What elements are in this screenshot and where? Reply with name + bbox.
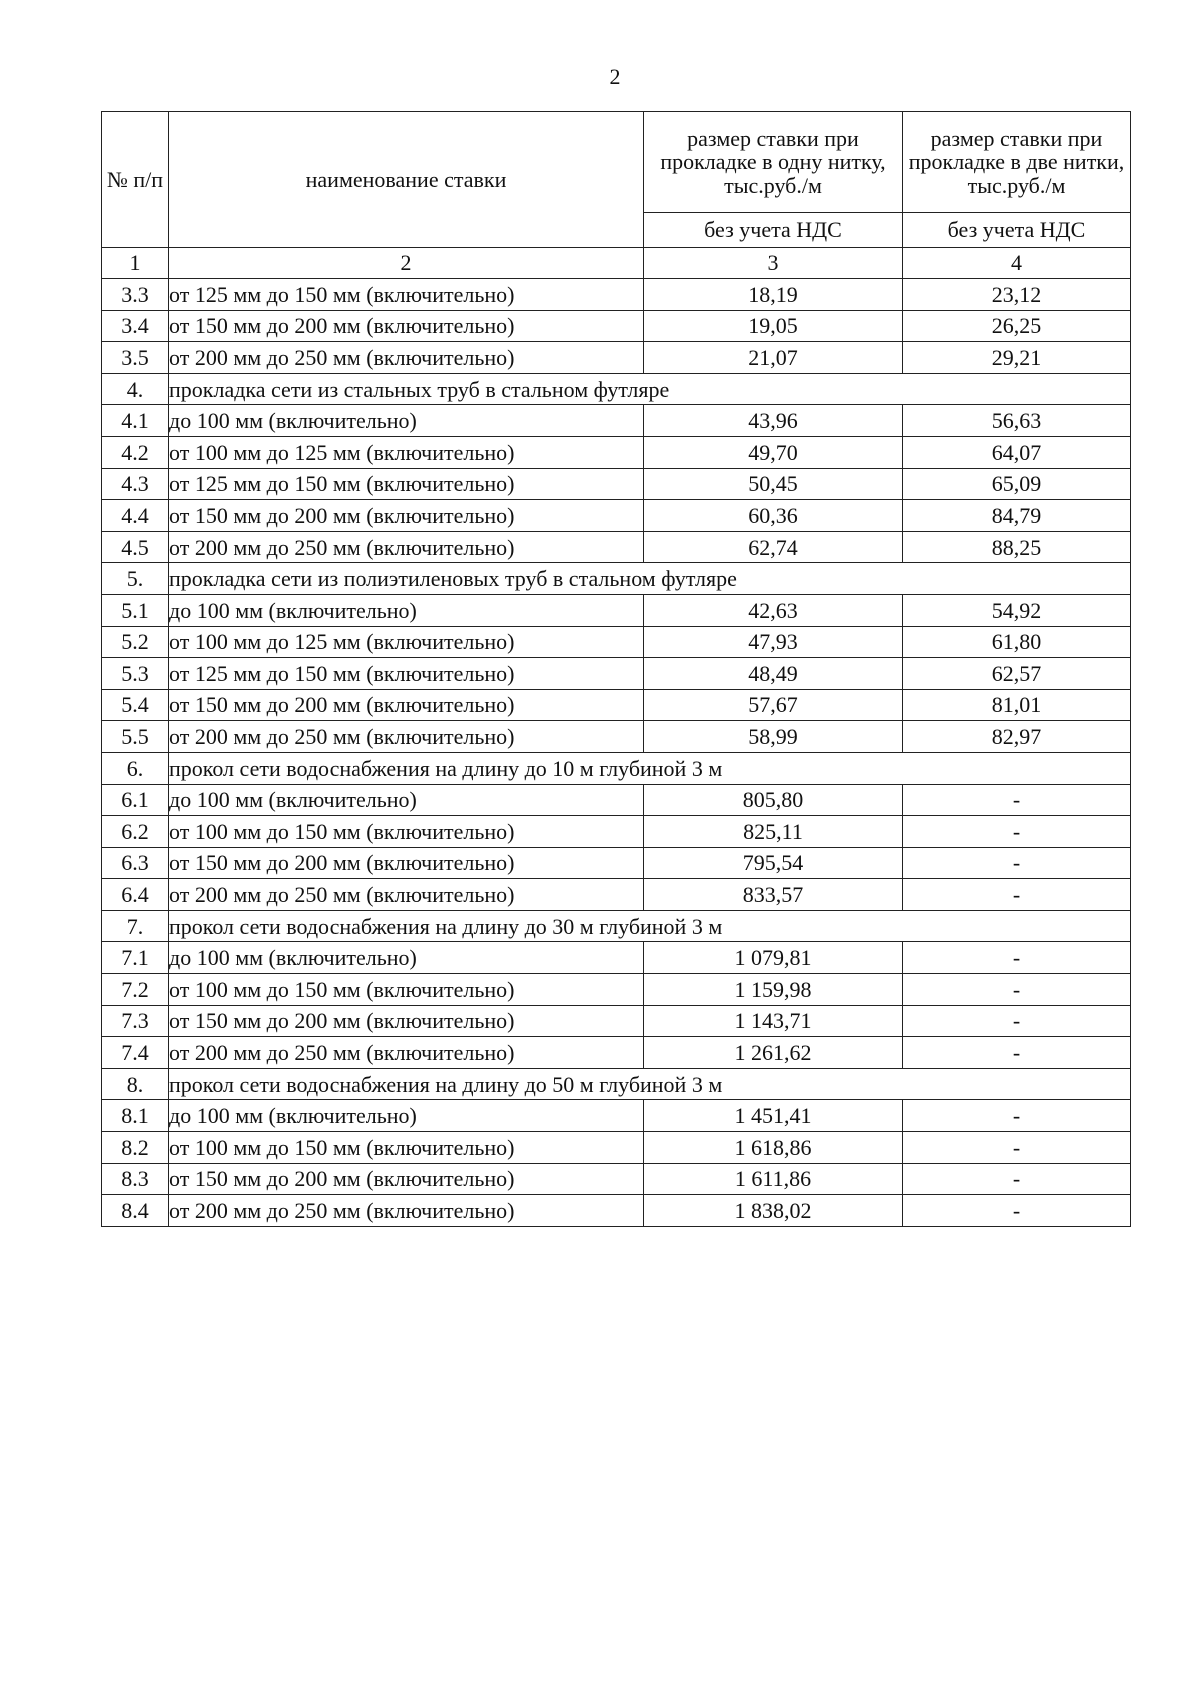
column-index: 2 (169, 248, 644, 279)
rate-single-thread: 825,11 (644, 816, 903, 848)
table-header (102, 112, 1131, 279)
table-row (102, 784, 1131, 816)
section-row (102, 910, 1131, 942)
rate-single-thread: 48,49 (644, 658, 903, 690)
table-row (102, 974, 1131, 1006)
rate-double-thread: - (903, 942, 1131, 974)
rate-single-thread: 18,19 (644, 279, 903, 311)
section-row (102, 1068, 1131, 1100)
table-row (102, 1005, 1131, 1037)
rate-single-thread: 21,07 (644, 342, 903, 374)
rate-single-thread: 62,74 (644, 531, 903, 563)
rate-double-thread: 64,07 (903, 436, 1131, 468)
table-row (102, 500, 1131, 532)
rate-single-thread: 1 159,98 (644, 974, 903, 1006)
rate-double-thread: - (903, 974, 1131, 1006)
section-title: прокол сети водоснабжения на длину до 30 м глубиной 3 м (169, 910, 1131, 942)
rate-double-thread: - (903, 1005, 1131, 1037)
row-number: 7.1 (102, 942, 169, 974)
page-number: 2 (609, 64, 621, 89)
column-index: 3 (644, 248, 903, 279)
row-number: 8.2 (102, 1132, 169, 1164)
rate-double-thread: - (903, 784, 1131, 816)
rate-single-thread: 47,93 (644, 626, 903, 658)
table-row (102, 626, 1131, 658)
rate-single-thread: 43,96 (644, 405, 903, 437)
rate-name: от 150 мм до 200 мм (включительно) (169, 500, 644, 532)
rate-double-thread: 65,09 (903, 468, 1131, 500)
rate-single-thread: 19,05 (644, 310, 903, 342)
section-title: прокол сети водоснабжения на длину до 50 м глубиной 3 м (169, 1068, 1131, 1100)
row-number: 5.5 (102, 721, 169, 753)
rate-single-thread: 1 451,41 (644, 1100, 903, 1132)
header-number: № п/п (102, 112, 169, 248)
rate-double-thread: - (903, 847, 1131, 879)
rate-double-thread: 54,92 (903, 594, 1131, 626)
rate-name: от 200 мм до 250 мм (включительно) (169, 531, 644, 563)
section-row (102, 752, 1131, 784)
table-row (102, 436, 1131, 468)
rate-double-thread: - (903, 816, 1131, 848)
rate-name: от 200 мм до 250 мм (включительно) (169, 1037, 644, 1069)
section-title: прокладка сети из стальных труб в стальном футляре (169, 373, 1131, 405)
row-number: 6.3 (102, 847, 169, 879)
rate-double-thread: 88,25 (903, 531, 1131, 563)
rate-name: от 200 мм до 250 мм (включительно) (169, 721, 644, 753)
table-row (102, 1132, 1131, 1164)
row-number: 6.4 (102, 879, 169, 911)
rate-name: от 200 мм до 250 мм (включительно) (169, 1195, 644, 1227)
rate-double-thread: - (903, 1100, 1131, 1132)
row-number: 6.2 (102, 816, 169, 848)
table-row (102, 847, 1131, 879)
rate-name: до 100 мм (включительно) (169, 594, 644, 626)
table-row (102, 879, 1131, 911)
header-single-thread: размер ставки при прокладке в одну нитку, тыс.руб./м (644, 112, 903, 213)
rate-single-thread: 42,63 (644, 594, 903, 626)
rate-name: от 100 мм до 125 мм (включительно) (169, 436, 644, 468)
rate-double-thread: - (903, 1132, 1131, 1164)
rate-name: до 100 мм (включительно) (169, 942, 644, 974)
rate-double-thread: 23,12 (903, 279, 1131, 311)
section-row (102, 563, 1131, 595)
row-number: 5. (102, 563, 169, 595)
rate-single-thread: 49,70 (644, 436, 903, 468)
row-number: 7.4 (102, 1037, 169, 1069)
section-row (102, 373, 1131, 405)
rate-double-thread: 84,79 (903, 500, 1131, 532)
rate-single-thread: 1 261,62 (644, 1037, 903, 1069)
row-number: 4.2 (102, 436, 169, 468)
row-number: 7.3 (102, 1005, 169, 1037)
rate-single-thread: 1 611,86 (644, 1163, 903, 1195)
rate-name: от 125 мм до 150 мм (включительно) (169, 658, 644, 690)
rate-name: до 100 мм (включительно) (169, 784, 644, 816)
row-number: 3.5 (102, 342, 169, 374)
row-number: 5.4 (102, 689, 169, 721)
rate-name: от 100 мм до 125 мм (включительно) (169, 626, 644, 658)
row-number: 3.4 (102, 310, 169, 342)
table-row (102, 689, 1131, 721)
row-number: 6.1 (102, 784, 169, 816)
rate-name: от 100 мм до 150 мм (включительно) (169, 816, 644, 848)
rate-name: от 150 мм до 200 мм (включительно) (169, 1005, 644, 1037)
table-row (102, 468, 1131, 500)
rate-double-thread: - (903, 1163, 1131, 1195)
table-body (102, 279, 1131, 1227)
row-number: 4.1 (102, 405, 169, 437)
rate-single-thread: 60,36 (644, 500, 903, 532)
table-row (102, 1195, 1131, 1227)
table-row (102, 279, 1131, 311)
header-single-vat: без учета НДС (644, 213, 903, 248)
rate-single-thread: 1 618,86 (644, 1132, 903, 1164)
table-row (102, 1163, 1131, 1195)
table-row (102, 310, 1131, 342)
row-number: 4.3 (102, 468, 169, 500)
row-number: 8.3 (102, 1163, 169, 1195)
column-index: 4 (903, 248, 1131, 279)
rate-single-thread: 58,99 (644, 721, 903, 753)
row-number: 4.4 (102, 500, 169, 532)
row-number: 8.4 (102, 1195, 169, 1227)
row-number: 4. (102, 373, 169, 405)
rate-name: от 125 мм до 150 мм (включительно) (169, 468, 644, 500)
row-number: 5.2 (102, 626, 169, 658)
header-double-vat: без учета НДС (903, 213, 1131, 248)
row-number: 7. (102, 910, 169, 942)
rate-name: от 200 мм до 250 мм (включительно) (169, 342, 644, 374)
row-number: 5.3 (102, 658, 169, 690)
table-row (102, 721, 1131, 753)
row-number: 8. (102, 1068, 169, 1100)
rate-double-thread: 29,21 (903, 342, 1131, 374)
header-name: наименование ставки (169, 112, 644, 248)
header-double-thread: размер ставки при прокладке в две нитки, тыс.руб./м (903, 112, 1131, 213)
section-title: прокладка сети из полиэтиленовых труб в стальном футляре (169, 563, 1131, 595)
rate-double-thread: 82,97 (903, 721, 1131, 753)
rate-name: от 150 мм до 200 мм (включительно) (169, 689, 644, 721)
row-number: 5.1 (102, 594, 169, 626)
rate-single-thread: 1 079,81 (644, 942, 903, 974)
rate-double-thread: - (903, 879, 1131, 911)
rate-name: до 100 мм (включительно) (169, 1100, 644, 1132)
rate-double-thread: 62,57 (903, 658, 1131, 690)
rate-double-thread: 56,63 (903, 405, 1131, 437)
rate-name: от 200 мм до 250 мм (включительно) (169, 879, 644, 911)
column-index: 1 (102, 248, 169, 279)
rates-table (101, 111, 1131, 1227)
rate-name: от 150 мм до 200 мм (включительно) (169, 1163, 644, 1195)
rate-single-thread: 57,67 (644, 689, 903, 721)
rate-double-thread: 26,25 (903, 310, 1131, 342)
row-number: 3.3 (102, 279, 169, 311)
rate-name: от 100 мм до 150 мм (включительно) (169, 974, 644, 1006)
table-row (102, 531, 1131, 563)
rate-name: от 150 мм до 200 мм (включительно) (169, 310, 644, 342)
table-row (102, 942, 1131, 974)
rate-double-thread: - (903, 1037, 1131, 1069)
table-row (102, 1037, 1131, 1069)
rate-name: от 100 мм до 150 мм (включительно) (169, 1132, 644, 1164)
row-number: 7.2 (102, 974, 169, 1006)
rate-double-thread: 61,80 (903, 626, 1131, 658)
rate-single-thread: 833,57 (644, 879, 903, 911)
rate-single-thread: 1 143,71 (644, 1005, 903, 1037)
rate-name: до 100 мм (включительно) (169, 405, 644, 437)
row-number: 6. (102, 752, 169, 784)
rate-single-thread: 50,45 (644, 468, 903, 500)
table-row (102, 594, 1131, 626)
section-title: прокол сети водоснабжения на длину до 10 м глубиной 3 м (169, 752, 1131, 784)
rate-double-thread: 81,01 (903, 689, 1131, 721)
row-number: 4.5 (102, 531, 169, 563)
rate-name: от 150 мм до 200 мм (включительно) (169, 847, 644, 879)
rate-single-thread: 795,54 (644, 847, 903, 879)
table-row (102, 658, 1131, 690)
table-row (102, 1100, 1131, 1132)
table-row (102, 342, 1131, 374)
rate-name: от 125 мм до 150 мм (включительно) (169, 279, 644, 311)
row-number: 8.1 (102, 1100, 169, 1132)
table-row (102, 816, 1131, 848)
rate-single-thread: 805,80 (644, 784, 903, 816)
table-row (102, 405, 1131, 437)
rate-double-thread: - (903, 1195, 1131, 1227)
rate-single-thread: 1 838,02 (644, 1195, 903, 1227)
